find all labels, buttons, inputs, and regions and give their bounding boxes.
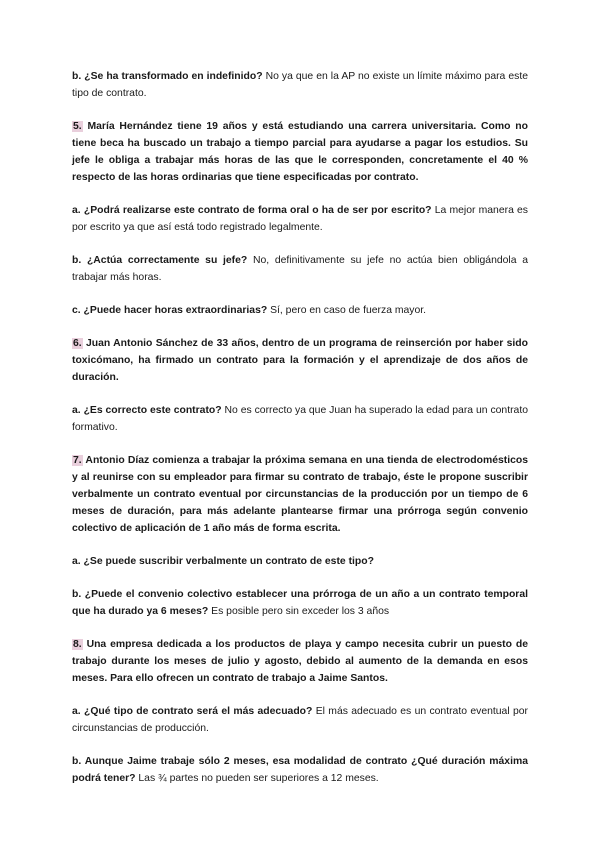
answer-text: El más adecuado es un contrato eventual por circunstancias de producción.: [72, 706, 528, 734]
answer-text: No es correcto ya que Juan ha superado la edad para un contrato formativo.: [72, 405, 528, 433]
exercise-statement: [72, 118, 528, 186]
answer-block: [72, 753, 528, 787]
answer-block: [72, 586, 528, 620]
exercise-number: 8.: [73, 639, 82, 650]
exercise-number: 5.: [73, 121, 82, 132]
statement-text: Una empresa dedicada a los productos de playa y campo necesita cubrir un puesto de trabajo durante los meses de julio y agosto, debido al aumento de la demanda en esos meses. Para ello ofrecen un contrato de trabajo a Jaime Santos.: [72, 639, 528, 684]
answer-block: [72, 252, 528, 286]
answer-block: [72, 402, 528, 436]
answer-block: [72, 68, 528, 102]
answer-block: [72, 703, 528, 737]
answer-text: Las ¾ partes no pueden ser superiores a 12 meses.: [135, 773, 379, 784]
exercise-statement: [72, 335, 528, 386]
statement-text: Juan Antonio Sánchez de 33 años, dentro de un programa de reinserción por haber sido toxicómano, ha firmado un contrato para la formación y el aprendizaje de dos años de duración.: [72, 338, 528, 383]
question-text: c. ¿Puede hacer horas extraordinarias?: [72, 305, 268, 316]
answer-text: Es posible pero sin exceder los 3 años: [208, 606, 390, 617]
question-text: b. ¿Actúa correctamente su jefe?: [72, 255, 248, 266]
answer-text: No, definitivamente su jefe no actúa bien obligándola a trabajar más horas.: [72, 255, 528, 283]
question-text: a. ¿Es correcto este contrato?: [72, 405, 222, 416]
answer-text: Sí, pero en caso de fuerza mayor.: [267, 305, 427, 316]
answer-text: La mejor manera es por escrito ya que así está todo registrado legalmente.: [72, 205, 528, 233]
exercise-number: 7.: [73, 455, 82, 466]
question-text: a. ¿Qué tipo de contrato será el más adecuado?: [72, 706, 313, 717]
exercise-statement: [72, 452, 528, 537]
answer-text: No ya que en la AP no existe un límite máximo para este tipo de contrato.: [72, 71, 528, 99]
answer-block: [72, 302, 528, 319]
exercise-statement: [72, 636, 528, 687]
answer-block: [72, 553, 528, 570]
statement-text: María Hernández tiene 19 años y está estudiando una carrera universitaria. Como no tiene beca ha buscado un trabajo a tiempo parcial para ayudarse a pagar los estudios. Su jefe le obliga a trabajar más horas de las que le corresponden, concretamente el 40 % respecto de las horas ordinarias que tiene especificadas por contrato.: [72, 121, 528, 183]
statement-text: Antonio Díaz comienza a trabajar la próxima semana en una tienda de electrodomésticos y al reunirse con su empleador para firmar su contrato de trabajo, éste le propone suscribir verbalmente un contrato eventual por circunstancias de la producción por un tiempo de 6 meses de duración, para más adelante plantearse firmar una prórroga según convenio colectivo de aplicación de 1 año más de forma escrita.: [72, 455, 528, 534]
question-text: b. ¿Puede el convenio colectivo establecer una prórroga de un año a un contrato temporal que ha durado ya 6 meses?: [72, 589, 528, 617]
question-text: b. ¿Se ha transformado en indefinido?: [72, 71, 263, 82]
question-text: a. ¿Podrá realizarse este contrato de forma oral o ha de ser por escrito?: [72, 205, 432, 216]
answer-block: [72, 202, 528, 236]
question-text: a. ¿Se puede suscribir verbalmente un contrato de este tipo?: [72, 556, 374, 567]
exercise-number: 6.: [73, 338, 82, 349]
document-page: [72, 68, 528, 803]
question-text: b. Aunque Jaime trabaje sólo 2 meses, esa modalidad de contrato ¿Qué duración máxima podrá tener?: [72, 756, 528, 784]
